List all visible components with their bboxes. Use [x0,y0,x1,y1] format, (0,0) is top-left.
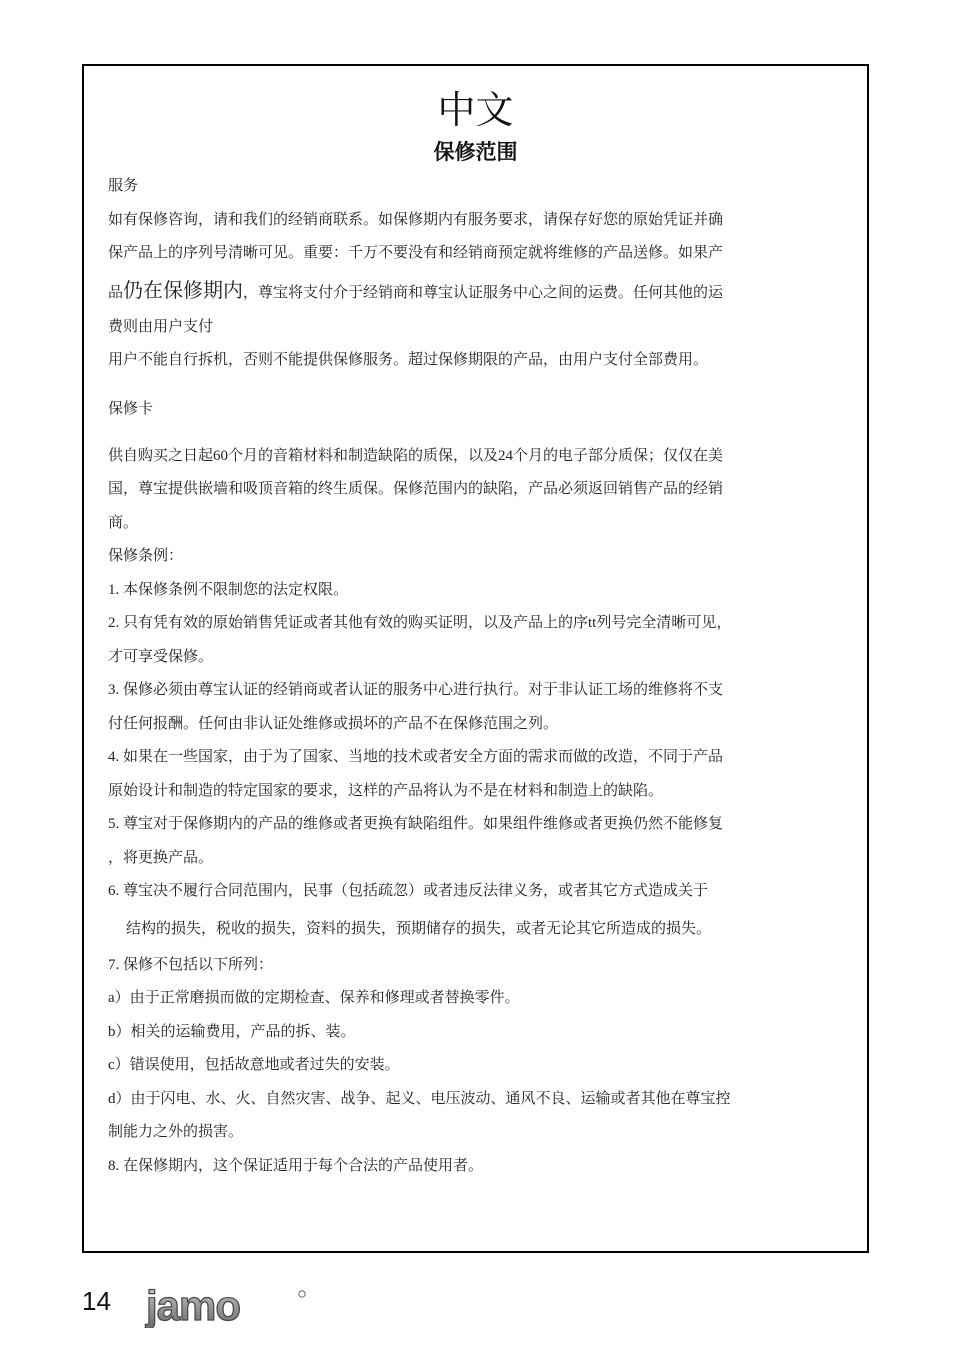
terms-line-5: 付任何报酬。任何由非认证处维修或损坏的产品不在保修范围之列。 [108,715,559,732]
terms-line-16: 制能力之外的损害。 [108,1124,244,1140]
warranty-card-line-2: 国，尊宝提供嵌墙和吸顶音箱的终生质保。保修范围内的缺陷，产品必须返回销售产品的经销 [108,481,724,497]
warranty-frame [82,64,869,1253]
terms-line-2: 2. 只有凭有效的原始销售凭证或者其他有效的购买证明，以及产品上的序tt列号完全清晰可见， [108,615,732,631]
warranty-card-heading: 保修卡 [108,400,154,417]
warranty-card-line-1: 供自购买之日起60个月的音箱材料和制造缺陷的质保，以及24个月的电子部分质保；仅仅在美 [108,447,724,464]
warranty-card-line-3: 商。 [108,514,139,531]
service-line-3-emphasis: 仍在保修期内 [123,279,244,302]
terms-line-4: 3. 保修必须由尊宝认证的经销商或者认证的服务中心进行执行。对于非认证工场的维修将不支 [108,682,724,698]
terms-line-17: 8. 在保修期内，这个保证适用于每个合法的产品使用者。 [108,1157,484,1174]
page-title: 中文 [437,90,514,132]
terms-line-6: 4. 如果在一些国家，由于为了国家、当地的技术或者安全方面的需求而做的改造，不同于产品 [108,749,724,765]
warranty-content [108,170,828,1183]
page-subtitle: 保修范围 [433,141,518,164]
service-line-3-start: 品 [108,284,124,301]
service-line-3-rest: ，尊宝将支付介于经销商和尊宝认证服务中心之间的运费。任何其他的运 [243,284,724,301]
service-line-2: 保产品上的序列号清晰可见。重要：千万不要没有和经销商预定就将维修的产品送修。如果产 [108,245,724,261]
service-line-4: 费则由用户支付 [108,318,214,335]
terms-line-15: d）由于闪电、水、火、自然灾害、战争、起义、电压波动、通风不良、运输或者其他在尊宝控 [108,1090,731,1107]
terms-indented-line: 结构的损失，税收的损失，资料的损失，预期储存的损失，或者无论其它所造成的损失。 [126,920,712,937]
terms-line-9: ，将更换产品。 [108,849,214,866]
service-heading: 服务 [108,178,139,194]
service-line-1: 如有保修咨询，请和我们的经销商联系。如保修期内有服务要求，请保存好您的原始凭证并确 [108,211,724,228]
terms-line-13: b）相关的运输费用，产品的拆、装。 [108,1023,356,1040]
terms-line-10: 6. 尊宝决不履行合同范围内，民事（包括疏忽）或者违反法律义务，或者其它方式造成关于 [108,883,709,899]
page-number: 14 [82,1286,111,1316]
terms-heading: 保修条例： [108,548,184,564]
terms-line-3: 才可享受保修。 [108,648,214,665]
terms-line-12: a）由于正常磨损而做的定期检查、保养和修理或者替换零件。 [108,990,520,1006]
terms-line-14: c）错误使用，包括故意地或者过失的安装。 [108,1057,400,1073]
terms-line-1: 1. 本保修条例不限制您的法定权限。 [108,581,349,598]
jamo-logo-icon [144,1284,308,1328]
service-line-5: 用户不能自行拆机，否则不能提供保修服务。超过保修期限的产品，由用户支付全部费用。 [108,352,709,368]
jamo-logo-text: jamo [146,1284,241,1328]
service-line-3 [108,271,828,311]
terms-line-11: 7. 保修不包括以下所列： [108,956,274,973]
terms-line-8: 5. 尊宝对于保修期内的产品的维修或者更换有缺陷组件。如果组件维修或者更换仍然不能修复 [108,816,724,832]
terms-line-7: 原始设计和制造的特定国家的要求，这样的产品将认为不是在材料和制造上的缺陷。 [108,782,664,799]
